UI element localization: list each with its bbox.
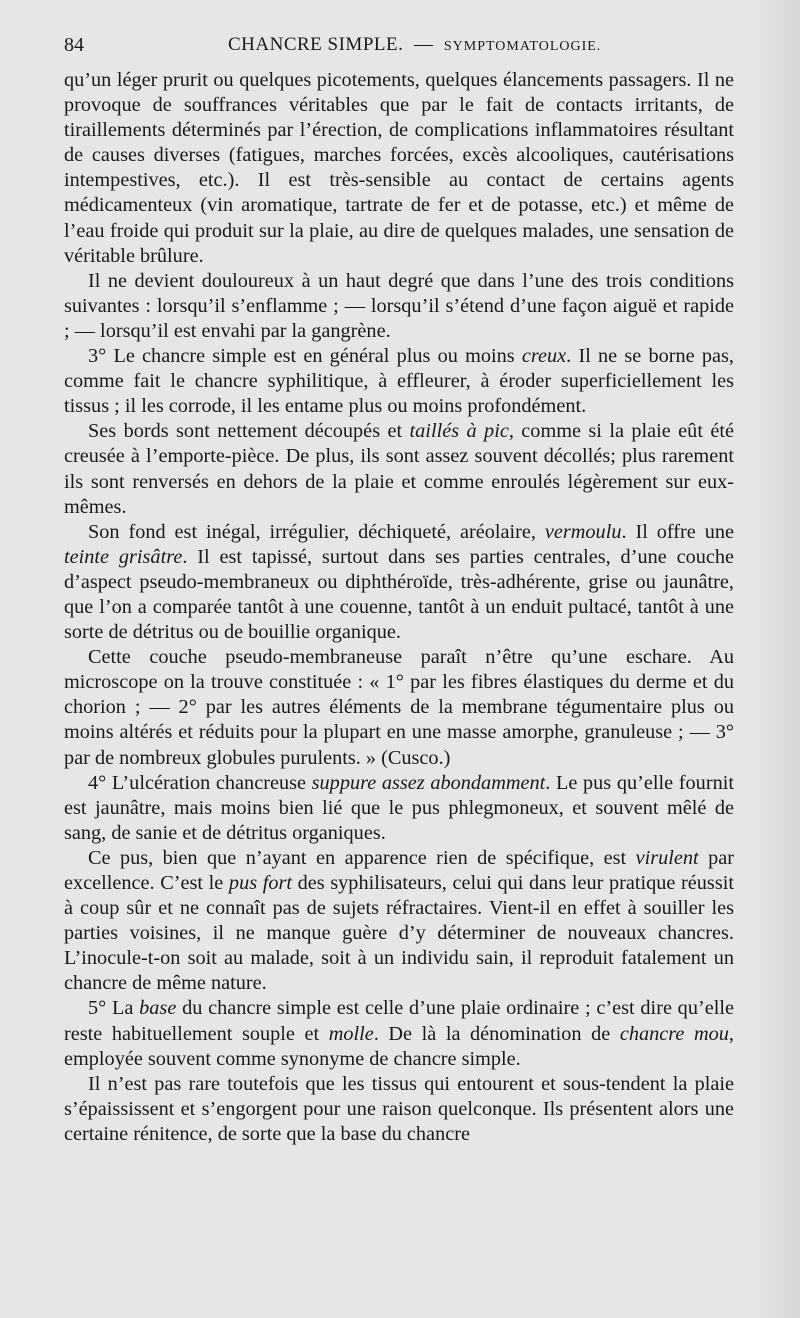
paragraph (64, 344, 734, 419)
running-header (64, 30, 734, 64)
italic-text: teinte grisâtre (64, 545, 183, 568)
paragraph (64, 419, 734, 519)
title-dash: — (413, 34, 434, 55)
italic-text: virulent (635, 846, 699, 869)
italic-text: suppure assez abondamment (311, 771, 546, 794)
text-run: , comme si la plaie eût été creusée à l’emporte-pièce. De plus, ils sont assez souvent décollés; plus rarement ils sont renversés en dehors de la plaie et comme enroulés légèrement sur eux-mêmes. (64, 420, 734, 518)
paragraph: qu’un léger prurit ou quelques picotements, quelques élancements passagers. Il ne provoque de souffrances véritables que par le fait de contacts irritants, de tiraillements déterminés par l’érection, de complications inflammatoires résultant de causes diverses (fatigues, marches forcées, excès alcooliques, cautérisations intempestives, etc.). Il est très-sensible au contact de certains agents médicamenteux (vin aromatique, tartrate de fer et de potasse, etc.) et même de l’eau froide qui produit sur la plaie, au dire de quelques malades, une sensation de véritable brûlure. (64, 69, 734, 267)
text-run: des syphilisateurs, celui qui dans leur pratique réussit à coup sûr et ne connaît pas de sujets réfractaires. Vient-il en effet à souiller les parties voisines, il ne manque guère d’y déterminer de nouveaux chancres. L’inocule-t-on soit au malade, soit à un individu sain, il reproduit fatalement un chancre de même nature. (64, 872, 734, 995)
text-run: du chancre simple est celle d’une plaie ordinaire ; c’est dire qu’elle reste habituellement souple et (64, 997, 734, 1045)
paragraph: Cette couche pseudo-membraneuse paraît n’être qu’une eschare. Au microscope on la trouve constituée : « 1° par les fibres élastiques du derme et du chorion ; — 2° par les autres éléments de la membrane tégumentaire plus ou moins altérés et réduits pour la plupart en une masse amorphe, granuleuse ; — 3° par de nombreux globules purulents. » (Cusco.) (64, 646, 734, 769)
page-number: 84 (64, 34, 84, 56)
text-run: . Il ne se borne pas, comme fait le chancre syphilitique, à effleurer, à éroder superficiellement les tissus ; il les corrode, il les entame plus ou moins profondément. (64, 345, 734, 418)
page-edge-shadow (754, 0, 800, 1318)
italic-text: molle (328, 1022, 374, 1045)
text-run: , employée souvent comme synonyme de chancre simple. (64, 1022, 734, 1070)
text-run: par excellence. C’est le (64, 846, 734, 894)
text-run: . Il offre une (621, 520, 734, 543)
text-run: Ce pus, bien que n’ayant en apparence rien de spécifique, est (88, 846, 636, 869)
italic-text: vermoulu (544, 520, 622, 543)
text-run: 3° Le chancre simple est en général plus ou moins (88, 345, 522, 368)
text-run: 4° L’ulcération chancreuse (88, 771, 312, 794)
italic-text: chancre mou (619, 1022, 729, 1045)
text-run: . De là la dénomination de (373, 1022, 620, 1045)
text-run: . Il est tapissé, surtout dans ses parties centrales, d’une couche d’aspect pseudo-membraneux ou diphthéroïde, très-adhérente, grise ou jaunâtre, que l’on a comparée tantôt à une couenne, tantôt à un enduit pultacé, tantôt à une sorte de détritus ou de bouillie organique. (64, 545, 734, 644)
text-run: Son fond est inégal, irrégulier, déchiqueté, aréolaire, (88, 520, 545, 543)
paragraph: Il ne devient douloureux à un haut degré que dans l’une des trois conditions suivantes : lorsqu’il s’enflamme ; — lorsqu’il s’étend d’une façon aiguë et rapide ; — lorsqu’il est envahi par la gangrène. (64, 269, 734, 342)
section-subtitle: SYMPTOMATOLOGIE. (443, 39, 602, 54)
paragraph (64, 846, 734, 997)
text-run: . Le pus qu’elle fournit est jaunâtre, mais moins bien lié que le pus phlegmoneux, et souvent mêlé de sang, de sanie et de détritus organiques. (64, 771, 734, 844)
chapter-title: CHANCRE SIMPLE. (228, 34, 404, 55)
italic-text: creux (521, 345, 567, 368)
paragraph (64, 996, 734, 1071)
text-run: 5° La (88, 997, 140, 1020)
body-text (64, 68, 734, 1147)
italic-text: base (139, 997, 177, 1020)
paragraph (64, 520, 734, 645)
text-run: Ses bords sont nettement découpés et (88, 420, 410, 443)
italic-text: taillés à pic (409, 420, 509, 443)
paragraph (64, 771, 734, 846)
italic-text: pus fort (228, 872, 293, 894)
paragraph: Il n’est pas rare toutefois que les tissus qui entourent et sous-tendent la plaie s’épaississent et s’engorgent pour une raison quelconque. Ils présentent alors une certaine rénitence, de sorte que la base du chancre (64, 1072, 734, 1145)
running-title (228, 34, 601, 56)
